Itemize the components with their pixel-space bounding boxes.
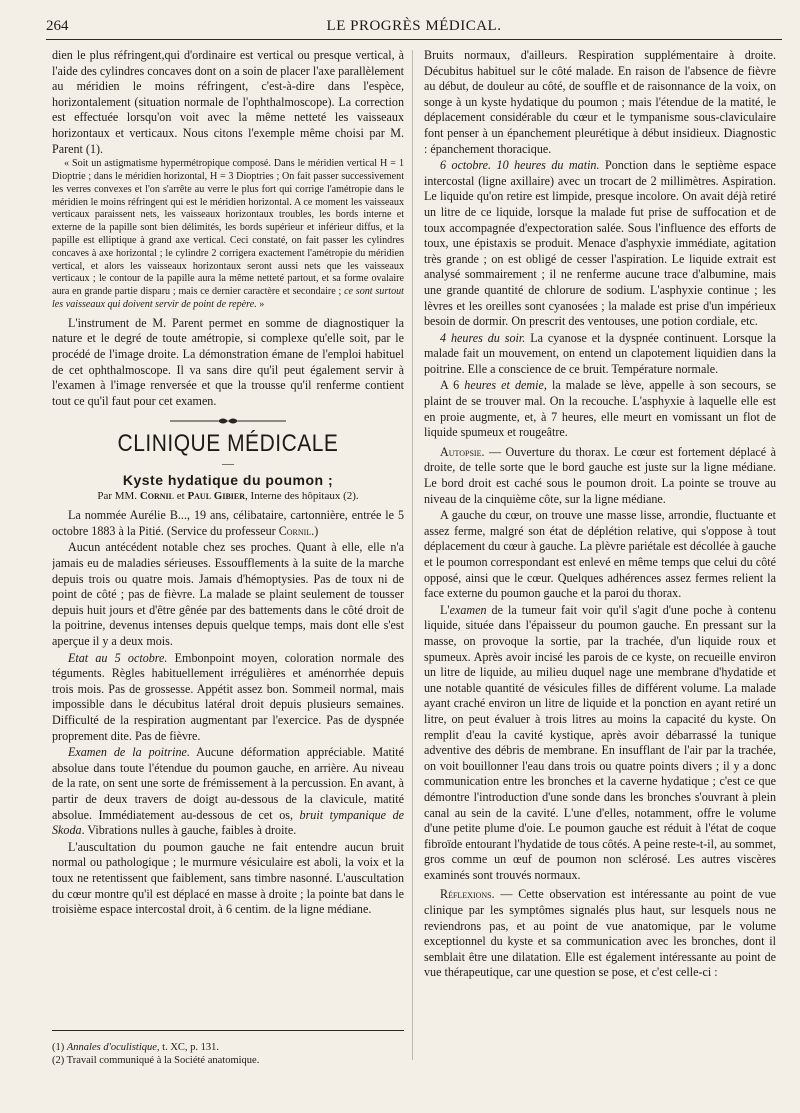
parent-quote <box>52 158 404 312</box>
case-intro <box>52 508 404 539</box>
column-divider <box>412 50 413 1060</box>
left-column <box>52 48 404 1053</box>
ornament-divider <box>52 415 404 425</box>
footnote-1-number: (1) <box>52 1042 65 1053</box>
page-number: 264 <box>46 18 69 34</box>
oct6-paragraph <box>424 158 776 330</box>
footnote-2: (2) Travail communiqué à la Société anatomique. <box>52 1055 260 1066</box>
journal-title: LE PROGRÈS MÉDICAL. <box>326 18 502 34</box>
auscultation-paragraph: L'auscultation du poumon gauche ne fait entendre aucun bruit normal ou pathologique ; le murmure vésiculaire est aboli, la voix et la toux ne retentissent que faiblement, sans timbre nasonné. L'auscultation du cœur montre qu'il est déplacé en masse à droite ; la pointe bat dans le troisième espace intercostal droit, à 6 centim. de la ligne médiane. <box>52 839 404 917</box>
instrument-paragraph: L'instrument de M. Parent permet en somme de diagnostiquer la nature et le degré de toute amétropie, si complexe qu'elle soit, par le procédé de l'image droite. La démonstration émane de l'emploi habituel de cet ophthalmoscope. Il va sans dire qu'il peut également servir à l'examen à l'image renversée et que la trousse qu'il renferme contient tout ce qu'il faut pour cet examen. <box>52 315 404 408</box>
examen-label: Examen de la poitrine. <box>68 745 190 760</box>
reflexions-label: Réflexions. <box>440 887 495 902</box>
right-column <box>424 48 776 1053</box>
page-header <box>46 14 782 40</box>
intro-paragraph: dien le plus réfringent,qui d'ordinaire est vertical ou presque vertical, à l'aide des cylindres concaves dont on a soin de placer l'axe parallèlement au méridien le moins réfringent, c'est-à-dire dans l'espèce, horizontalement (situation normale de l'ophthalmoscope). La correction est effectuée lorsqu'on voit avec la même netteté les vaisseaux horizontaux et verticaux. Nous citons l'exemple même choisi par M. Parent (1). <box>52 48 404 156</box>
ornament-icon <box>168 416 288 426</box>
reflexions-text: — Cette observation est intéressante au point de vue clinique par les symptômes signalés plus haut, sur lesquels nous ne reviendrons pas, et au point de vue anatomique, par le volume exceptionnel du kyste et sa communication avec les bronches, dont il semblait être une dilatation. Elle est également intéressante au point de vue thérapeutique, car une question se pose, et c'est celle-ci : <box>424 887 776 980</box>
antecedents-paragraph: Aucun antécédent notable chez ses proches. Quant à elle, elle n'a jamais eu de maladies sérieuses. Essoufflements à la suite de la marche depuis trois ou quatre mois. Jamais d'hémoptysies. Pas de toux ni de point de côté ; pas de fièvre. La malade se plaint seulement de tousser depuis huit jours et d'être gênée par des battements dans le côté droit de la poitrine, devenus intenses depuis quelque temps, mais dont elle s'est aperçue il y a deux mois. <box>52 540 404 649</box>
demie-time: heures et demie, <box>464 378 547 393</box>
quote-paragraph <box>52 158 404 312</box>
soir-paragraph <box>424 331 776 378</box>
footnote-1-rest: t. XC, p. 131. <box>159 1042 220 1053</box>
reflexions-paragraph <box>424 887 776 981</box>
quote-main: « Soit un astigmatisme hypermétropique composé. Dans le méridien vertical H = 1 Dioptrie ; dans le méridien horizontal, H = 3 Dioptries ; On fait passer successivement les verres convexes et l'on s'arrête au verre le plus fort qui corrige l'amétropie dans le méridien le moins réfringent qui est le méridien horizontal. A ce moment les vaisseaux verticaux paraissent nets, les vaisseaux horizontaux troubles, les bords interne et externe de la papille sont bien délimités, les bords supérieur et inférieur diffus, et la papille est elliptique à grand axe vertical. Ceci constaté, on fait passer les cylindres concaves à axe horizontal ; le cylindre 2 corrigera exactement l'amétropie du méridien vertical, et alors les vaisseaux horizontaux seront aussi nets que les vaisseaux verticaux ; le contour de la papille aura la même netteté partout, et sa forme ovalaire aura en grande partie disparu ; mais ce dernier caractère et secondaire ; <box>52 158 404 298</box>
tumeur-prefix: L' <box>440 602 450 617</box>
autopsie-text: — Ouverture du thorax. Le cœur est fortement déplacé à droite, de telle sorte que le bord gauche est juste sur la ligne médiane. Le bord droit est caché sous le poumon droit. La pointe se trouve au niveau de la cinquième côte, sur la ligne médiane. <box>424 444 776 506</box>
soir-text: La cyanose et la dyspnée continuent. Lorsque la malade fait un mouvement, on entend un clapotement liquidien dans la poitrine. Elle a conscience de ce bruit. Température normale. <box>424 330 776 376</box>
examen-paragraph <box>52 745 404 839</box>
author-gibier: Paul Gibier <box>187 490 246 503</box>
etat-paragraph <box>52 651 404 745</box>
examen-text: Aucune déformation appréciable. Matité absolue dans toute l'étendue du poumon gauche, en arrière. Au niveau de la rate, on sent une sorte de frémissement à la percussion. En avant, à partir de deux travers de doigt au-dessous de la clavicule, matité absolue. Immédiatement au-dessous de cet os, <box>52 745 404 822</box>
authors-suffix: , Interne des hôpitaux (2). <box>245 490 359 503</box>
examen-italic: bruit tympanique de Skoda <box>52 807 404 838</box>
footnote-1 <box>52 1041 404 1054</box>
examen-end: . Vibrations nulles à gauche, faibles à droite. <box>81 823 297 838</box>
etat-label: Etat au 5 octobre. <box>68 650 168 665</box>
section-dash: — <box>222 456 234 471</box>
section-title: CLINIQUE MÉDICALE <box>117 430 339 457</box>
demie-prefix: A 6 <box>440 378 460 393</box>
quote-end: » <box>256 298 265 310</box>
oct6-text: Ponction dans le septième espace intercostal (ligne axillaire) avec un trocart de 2 millimètres. Aspiration. Le liquide qu'on retire est limpide, presque incolore. On avait déjà retiré un litre de ce liquide, lorsque la malade fut prise de suffocation et de toux accompagnée d'expectoration salée. Sous l'influence des efforts de toux, une épistaxis se produit. Menace d'asphyxie immédiate, agitation très grande ; on est obligé de cesser l'aspiration. Le liquide extrait est analysé sommairement ; il ne renferme aucune trace d'albumine, mais une grande quantité de chlorure de sodium. L'asphyxie continue ; les lèvres et les oreilles sont cyanosées ; la malade est prise d'un impérieux besoin de dormir. On prescrit des ventouses, une potion cordiale, etc. <box>424 158 776 329</box>
article-title: Kyste hydatique du poumon ; <box>122 472 334 489</box>
oct6-date: 6 octobre. <box>440 158 492 173</box>
soir-time: 4 heures du soir. <box>440 330 526 345</box>
etat-text: Embonpoint moyen, coloration normale des téguments. Règles habituellement irrégulières et aménorrhée depuis trois mois. Pas de grossesse. Appétit assez bon. Sommeil normal, mais impossible dans le décubitus latéral droit depuis plusieurs semaines. Difficulté de la respiration augmentant par l'exercice. Pas de dyspnée proprement dite. Pas de fièvre. <box>52 650 404 743</box>
tumeur-examen-text: de la tumeur fait voir qu'il s'agit d'une poche à contenu liquide, située dans l'épaisseur du poumon gauche. En pressant sur la masse, on provoque la sortie, par la trachée, d'un liquide roux et spumeux. Après avoir incisé les parois de ce kyste, on recueille environ un litre de liquide, au milieu duquel nage une membrane d'hydatide et une notable quantité de vésicules filles de différent volume. La malade ayant craché environ un litre de liquide et la ponction en ayant retiré un litre, on peut évaluer à trois litres au moins la capacité du kyste. On remplit d'eau la cavité kystique, après avoir débarrassé la tunique adventive des débris de membrane. En insufflant de l'air par la trachée, on voit bouillonner l'eau dans trois ou quatre points divers ; il y a donc communication entre les bronches et la caverne hydatique ; c'est ce que démontre l'introduction d'une sonde dans les bronches s'ouvrant à plein canal au sein de la cavité. L'une d'elles, notamment, offre le volume d'une petite plume d'oie. Le poumon gauche est réduit à l'état de coque fibroïde entourant l'hydatide de tous côtés. A peine reste-t-il, au sommet, gros comme un œuf de poumon non sclérosé. Les autres viscères examinés sont trouvés normaux. <box>424 602 776 882</box>
footnote-1-source: Annales d'oculistique, <box>66 1042 160 1053</box>
author-cornil: Cornil <box>139 490 174 503</box>
authors-and: et <box>176 490 185 503</box>
case-intro-end: .) <box>311 523 319 538</box>
tumeur-examen-italic: examen <box>449 602 487 617</box>
gauche-paragraph: A gauche du cœur, on trouve une masse lisse, arrondie, fluctuante et assez ferme, malgré son état de déplétion relative, qui s'oppose à tout déplacement du cœur à gauche. La plèvre pariétale est décollée à gauche et le poumon correspondant est enlevé en même temps que celui du côté opposé, ainsi que le cœur. Quelques adhérences assez fermes relient la face externe du poumon gauche et la paroi du thorax. <box>424 508 776 601</box>
case-intro-cornil: Cornil <box>278 523 312 538</box>
autopsie-label: Autopsie. <box>440 444 485 459</box>
case-intro-text: La nommée Aurélie B..., 19 ans, célibataire, cartonnière, entrée le 5 octobre 1883 à la Pitié. (Service du professeur <box>52 508 404 538</box>
footnotes <box>52 1030 404 1067</box>
tumeur-examen-paragraph <box>424 603 776 884</box>
oct6-time: 10 heures du matin. <box>496 158 600 173</box>
autopsie-paragraph <box>424 445 776 507</box>
article-authors <box>52 489 404 504</box>
quote-italic: ce sont surtout les vaisseaux qui doivent servir de point de repère. <box>52 286 404 310</box>
demie-paragraph <box>424 378 776 440</box>
right-paragraph-1: Bruits normaux, d'ailleurs. Respiration supplémentaire à droite. Décubitus habituel sur le côté malade. En raison de l'absence de fièvre au début, de douleur au côté, de souffle et de raisonnance de la voix, on songe à un kyste hydatique du poumon ; mais l'étendue de la matité, le déplacement considérable du cœur et le tympanisme sous-claviculaire font penser à un épanchement pleurétique à début insidieux. Diagnostic : épanchement thoracique. <box>424 48 776 156</box>
authors-prefix: Par MM. <box>97 490 138 503</box>
demie-text: la malade se lève, appelle à son secours, se plaint de se trouver mal. On la recouche. L'asphyxie à laquelle elle est en proie augmente, et, à 7 heures, elle meurt en vomissant un flot de liquide spumeux et rougeâtre. <box>424 378 776 440</box>
